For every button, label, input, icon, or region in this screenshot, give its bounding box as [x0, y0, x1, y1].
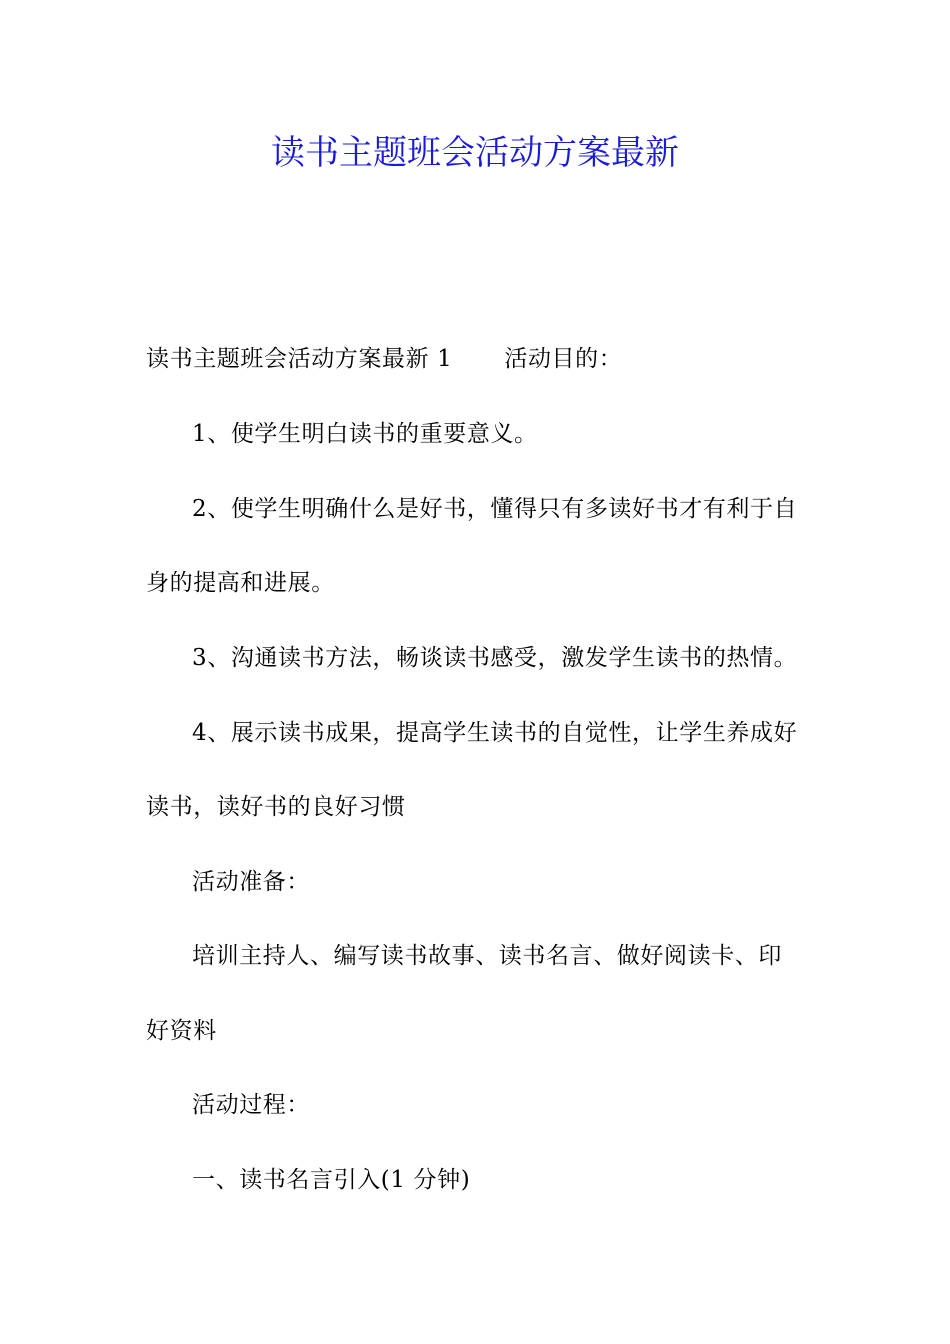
paragraph-line-2: 2、使学生明确什么是好书，懂得只有多读好书才有利于自	[192, 496, 798, 522]
intro-line	[146, 343, 622, 375]
paragraph-line-6: 读书，读好书的良好习惯	[146, 794, 406, 820]
section-heading-process: 活动过程：	[192, 1092, 310, 1118]
paragraph-line-9: 好资料	[146, 1018, 217, 1044]
intro-heading: 读书主题班会活动方案最新 1	[146, 346, 453, 372]
paragraph-line-1: 1、使学生明白读书的重要意义。	[192, 421, 538, 447]
section-heading-preparation: 活动准备：	[192, 869, 310, 895]
paragraph-line-5: 4、展示读书成果，提高学生读书的自觉性，让学生养成好	[192, 720, 798, 746]
document-title: 读书主题班会活动方案最新	[271, 133, 679, 173]
purpose-label: 活动目的：	[504, 346, 623, 372]
paragraph-line-3: 身的提高和进展。	[146, 570, 335, 596]
paragraph-line-11: 一、读书名言引入(1 分钟)	[192, 1167, 471, 1193]
paragraph-line-8: 培训主持人、编写读书故事、读书名言、做好阅读卡、印	[192, 943, 782, 969]
paragraph-line-4: 3、沟通读书方法，畅谈读书感受，激发学生读书的热情。	[192, 645, 798, 671]
